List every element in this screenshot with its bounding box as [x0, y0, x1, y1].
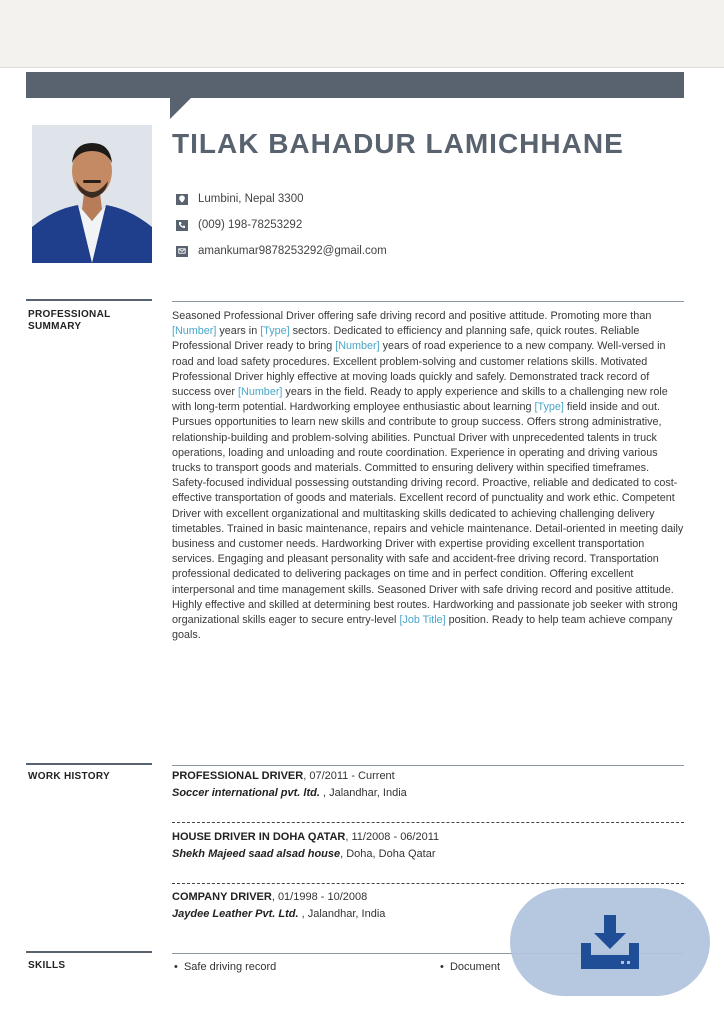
- job-company: Shekh Majeed saad alsad house: [172, 848, 341, 860]
- summary-text: years of road experience to a new company. Well-versed in road and load safety procedures. Excellent problem-solving and customer relations skills. Motivated Professional Driver highly effective at moving loads quickly and safely. Demonstrated track record of success over: [172, 340, 666, 399]
- summary-rule-right: [172, 301, 684, 302]
- skills-section-title: SKILLS: [28, 960, 66, 971]
- work-entry: [172, 768, 684, 802]
- email-icon: [176, 246, 188, 257]
- header-notch: [170, 97, 192, 119]
- skills-rule-left: [26, 951, 152, 953]
- work-section-title: WORK HISTORY: [28, 771, 110, 782]
- placeholder-number: [Number]: [238, 386, 283, 399]
- summary-text: years in: [216, 325, 261, 338]
- entry-divider: [172, 883, 684, 884]
- top-toolbar: [0, 0, 724, 68]
- download-button[interactable]: [510, 888, 710, 996]
- profile-photo: [32, 125, 152, 263]
- email-text[interactable]: amankumar9878253292@gmail.com: [198, 245, 387, 257]
- placeholder-number: [Number]: [172, 325, 217, 338]
- summary-section-title: PROFESSIONAL SUMMARY: [28, 309, 111, 332]
- job-location: , Jalandhar, India: [319, 787, 407, 799]
- job-title: COMPANY DRIVER: [172, 891, 272, 903]
- summary-text: Seasoned Professional Driver offering safe driving record and positive attitude. Promoting more than: [172, 310, 652, 322]
- placeholder-type: [Type]: [534, 401, 564, 414]
- work-rule-left: [26, 763, 152, 765]
- job-dates: , 01/1998 - 10/2008: [271, 891, 368, 903]
- job-location: , Doha, Doha Qatar: [340, 848, 436, 860]
- skill-label: Safe driving record: [183, 961, 277, 973]
- summary-text: position. Ready to help team achieve company goals.: [172, 614, 673, 642]
- contact-phone: [176, 219, 302, 231]
- contact-email: [176, 245, 387, 257]
- skill-item: • Document: [440, 961, 501, 973]
- header-band: [26, 72, 684, 98]
- professional-summary: [172, 309, 684, 643]
- placeholder-number: [Number]: [335, 340, 380, 353]
- job-company: Soccer international pvt. ltd.: [172, 787, 320, 799]
- placeholder-job-title: [Job Title]: [399, 614, 446, 627]
- placeholder-type: [Type]: [260, 325, 290, 338]
- job-title: HOUSE DRIVER IN DOHA QATAR: [172, 831, 346, 843]
- job-company: Jaydee Leather Pvt. Ltd.: [172, 908, 299, 920]
- work-entry: [172, 829, 684, 863]
- phone-text: (009) 198-78253292: [198, 219, 303, 231]
- address-text: Lumbini, Nepal 3300: [198, 193, 304, 205]
- work-rule-right: [172, 765, 684, 766]
- candidate-name: TILAK BAHADUR LAMICHHANE: [172, 128, 624, 159]
- location-icon: [176, 194, 188, 205]
- phone-icon: [176, 220, 188, 231]
- skill-label: Document: [449, 961, 501, 973]
- skill-item: • Safe driving record: [174, 961, 277, 973]
- job-dates: , 11/2008 - 06/2011: [345, 831, 440, 843]
- download-icon: [577, 913, 643, 971]
- job-title: PROFESSIONAL DRIVER: [172, 770, 304, 782]
- summary-text: years in the field. Ready to apply experience and skills to a challenging new role with long-term potential. Hardworking employee enthusiastic about learning: [172, 386, 668, 414]
- summary-text: field inside and out. Pursues opportunities to learn new skills and contribute to group success. Offers strong administrative, relationship-building and problem-solving abilities. Punctual Driver with unprecedented talents in truck operations, loading and unloading and route coordination. Experience in operating and driving various trucks to transport goods and materials. Committed to ensuring delivery within specified timeframes. Safety-focused individual possessing outstanding driving record. Proactive, reliable and dedicated to cost-effective transportation of goods and materials. Excellent record of punctuality and work ethic. Competent Driver with excellent organizational and multitasking skills dedicated to achieving challenging delivery timetables. Trained in basic maintenance, repairs and vehicle maintenance. Detail-oriented in meeting daily business and customer needs. Hardworking Driver with expertise providing excellent transportation services. Engaging and pleasant personality with safe and accident-free driving record. Transportation professional dedicated to delivering packages on time and in perfect condition. Offering excellent interpersonal and time management skills. Seasoned Driver with safe driving record and positive attitude. Highly effective and skilled at determining best routes. Hardworking and passionate job seeker with strong organizational skills eager to secure entry-level: [172, 401, 684, 627]
- contact-address: [176, 193, 304, 205]
- job-location: , Jalandhar, India: [298, 908, 386, 920]
- summary-rule-left: [26, 299, 152, 301]
- entry-divider: [172, 822, 684, 823]
- job-dates: , 07/2011 - Current: [303, 770, 395, 782]
- summary-text: sectors. Dedicated to efficiency and planning safe, quick routes. Reliable Professional Driver ready to bring: [172, 325, 640, 353]
